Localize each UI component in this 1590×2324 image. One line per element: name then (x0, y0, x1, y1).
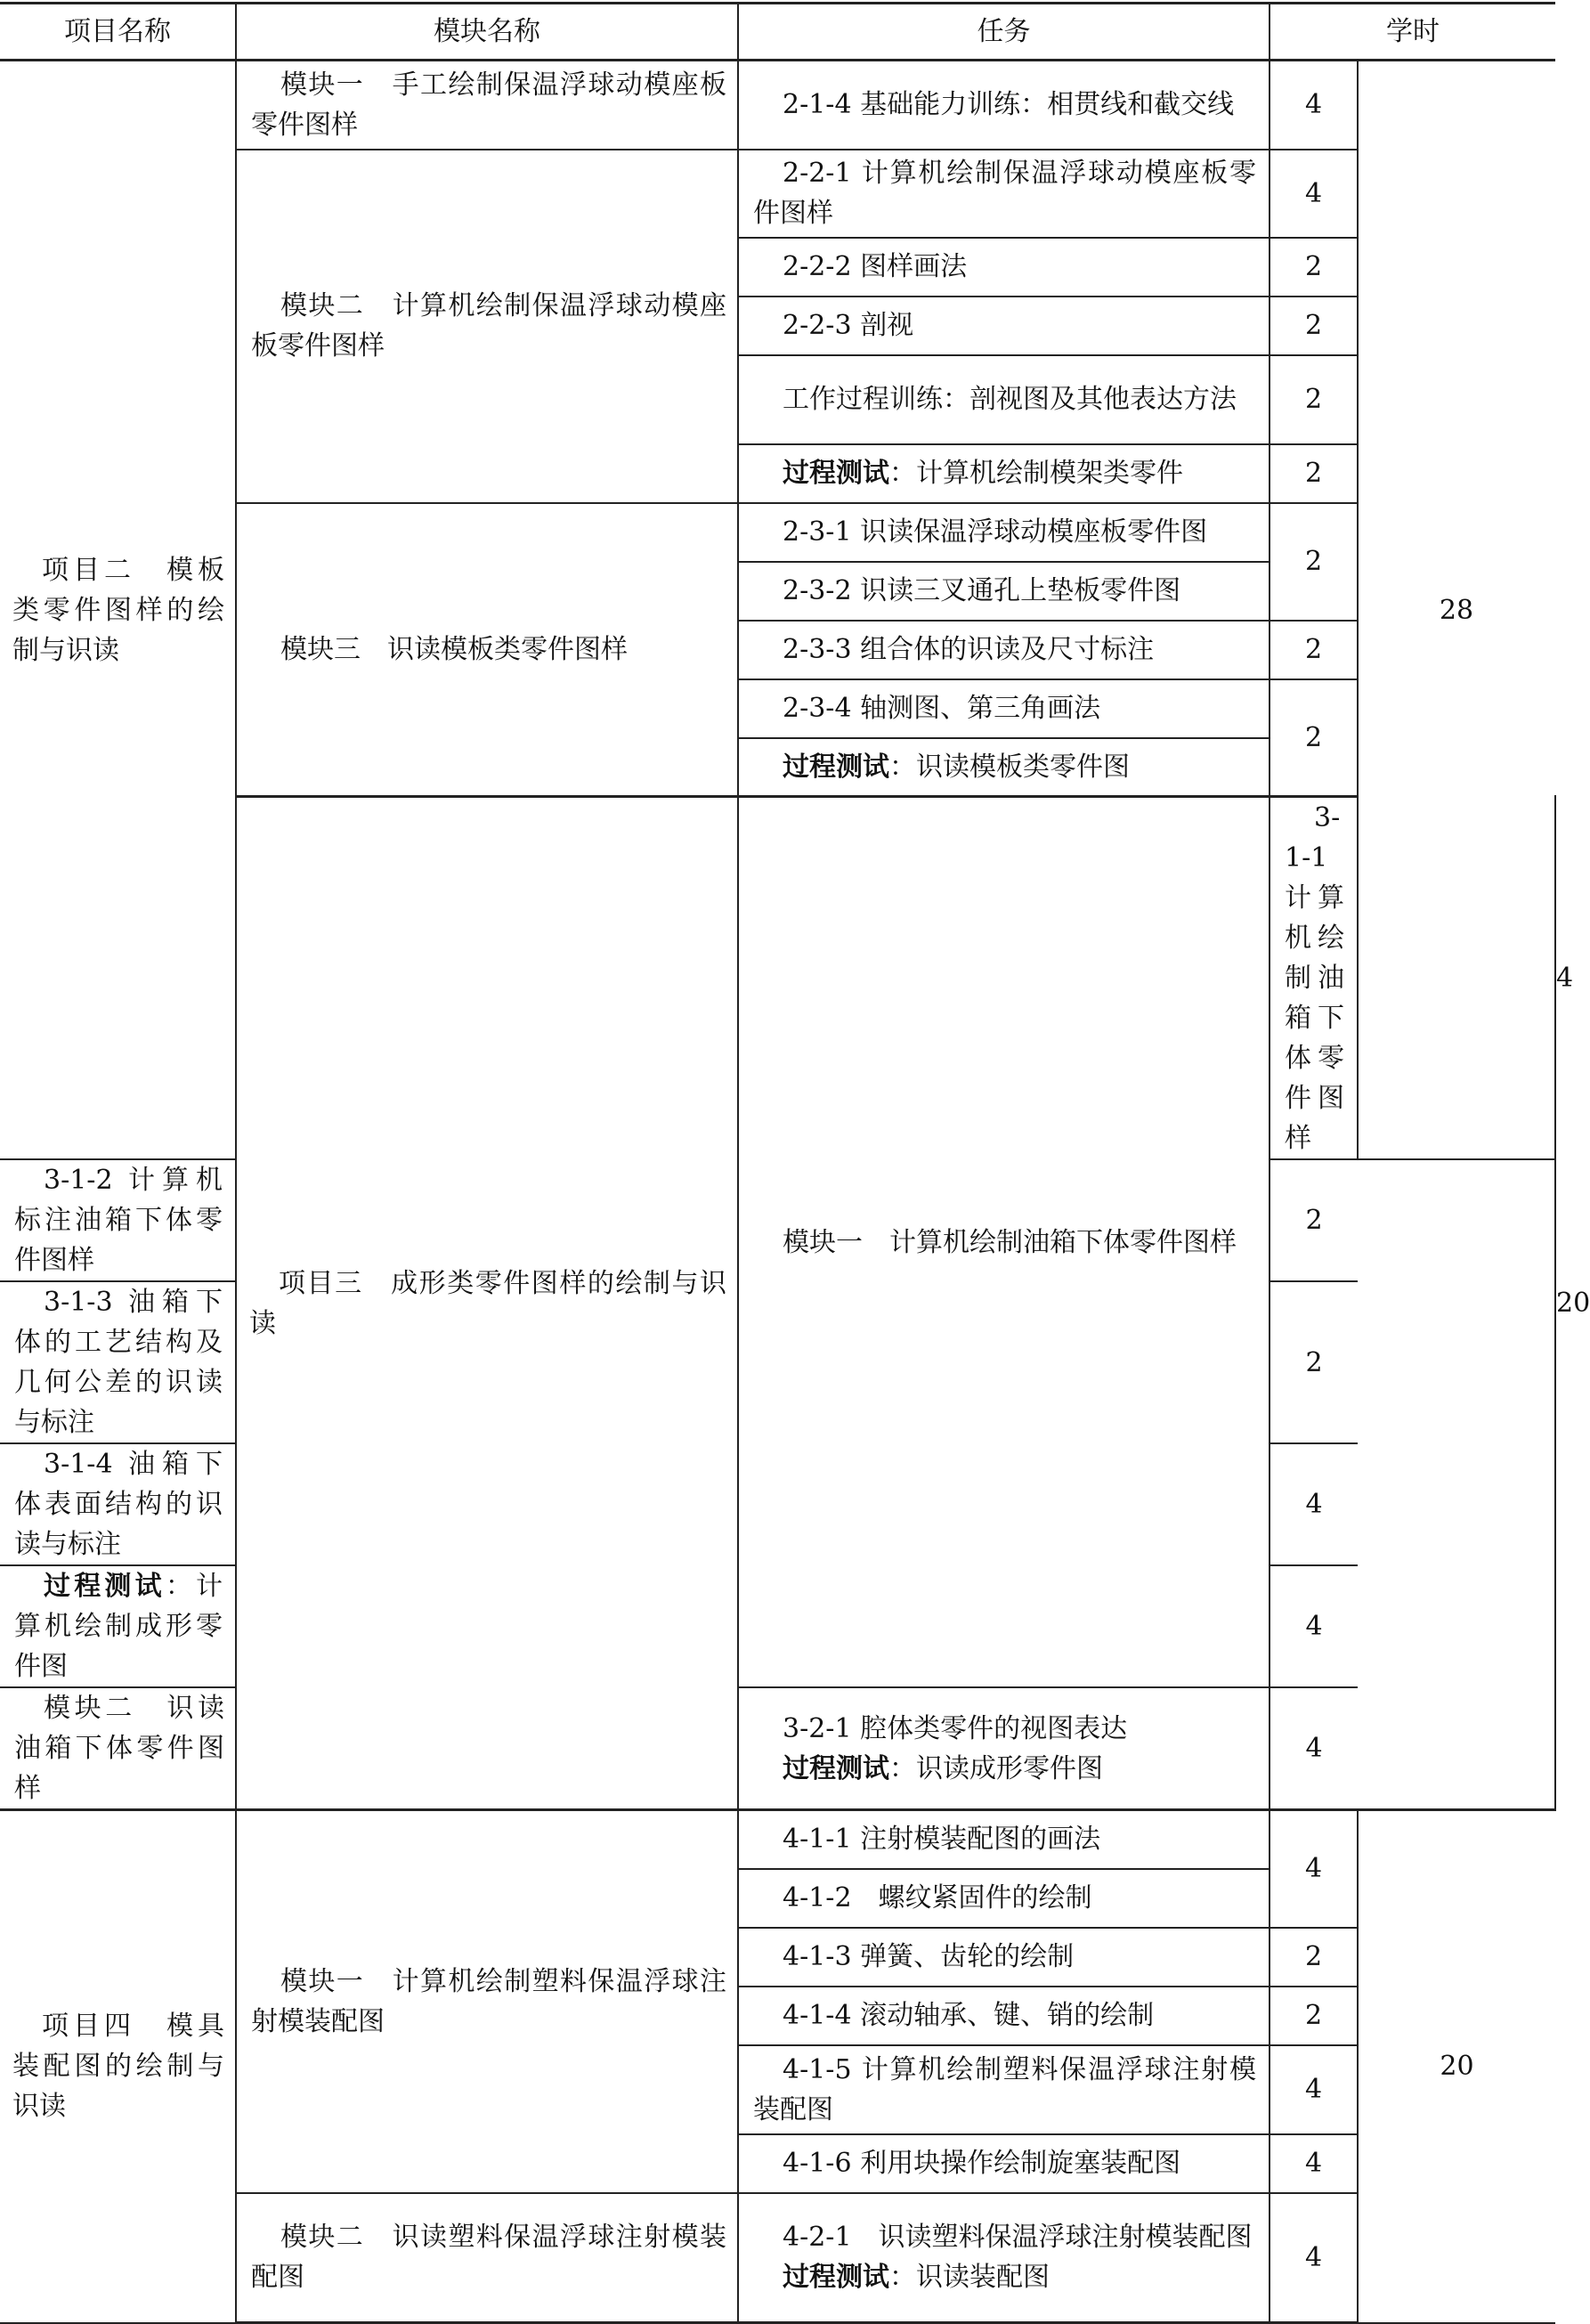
module-name: 模块三 识读模板类零件图样 (236, 503, 738, 797)
hours-cell: 2 (1270, 621, 1358, 679)
module-name: 模块二 计算机绘制保温浮球动模座板零件图样 (236, 150, 738, 503)
task-cell: 2-3-1 识读保温浮球动模座板零件图 (738, 503, 1270, 562)
project-total-hours: 28 (1358, 61, 1555, 1160)
task-cell: 4-1-4 滚动轴承、键、销的绘制 (738, 1987, 1270, 2045)
curriculum-table (0, 2, 1590, 2324)
header-row (0, 4, 1555, 61)
task-cell: 2-1-4 基础能力训练：相贯线和截交线 (738, 61, 1270, 150)
project-total-hours: 20 (1358, 1810, 1555, 2323)
process-test-label: 过程测试 (44, 1571, 166, 1602)
task-cell: 4-1-1 注射模装配图的画法 (738, 1810, 1270, 1869)
process-test-label: 过程测试 (783, 1752, 889, 1784)
task-cell: 3-2-1 腔体类零件的视图表达 过程测试：识读成形零件图 (738, 1687, 1270, 1810)
hours-cell: 4 (1270, 1687, 1358, 1810)
hours-cell: 4 (1270, 1810, 1358, 1928)
task-cell: 过程测试：计算机绘制模架类零件 (738, 444, 1270, 503)
module-name: 模块二 识读油箱下体零件图样 (0, 1687, 236, 1810)
process-test-label: 过程测试 (783, 2262, 889, 2294)
task-cell: 4-1-6 利用块操作绘制旋塞装配图 (738, 2134, 1270, 2193)
hours-cell: 4 (1270, 1565, 1358, 1687)
task-cell: 3-1-2 计算机标注油箱下体零件图样 (0, 1159, 236, 1281)
task-cell: 2-3-3 组合体的识读及尺寸标注 (738, 621, 1270, 679)
hours-cell: 4 (1270, 2045, 1358, 2134)
hours-cell: 2 (1270, 503, 1358, 621)
table-row: 项目三 成形类零件图样的绘制与识读 模块一 计算机绘制油箱下体零件图样 3-1-1 计算机绘制油箱下体零件图样 4 20 (0, 797, 1555, 1160)
table-row (0, 1810, 1555, 1869)
task-cell: 3-1-1 计算机绘制油箱下体零件图样 (1270, 797, 1358, 1160)
hours-cell: 2 (1270, 1281, 1358, 1443)
task-cell: 3-1-4 油箱下体表面结构的识读与标注 (0, 1443, 236, 1565)
task-cell: 2-3-2 识读三叉通孔上垫板零件图 (738, 562, 1270, 621)
hours-cell: 4 (1270, 1443, 1358, 1565)
hours-cell: 2 (1270, 355, 1358, 444)
module-name: 模块一 计算机绘制塑料保温浮球注射模装配图 (236, 1810, 738, 2193)
module-name: 模块二 识读塑料保温浮球注射模装配图 (236, 2193, 738, 2323)
project-name: 项目四 模具装配图的绘制与识读 (0, 1810, 236, 2323)
task-cell: 过程测试：识读模板类零件图 (738, 738, 1270, 797)
task-cell: 4-1-2 螺纹紧固件的绘制 (738, 1869, 1270, 1928)
task-cell: 4-1-5 计算机绘制塑料保温浮球注射模装配图 (738, 2045, 1270, 2134)
task-cell: 4-2-1 识读塑料保温浮球注射模装配图 过程测试：识读装配图 (738, 2193, 1270, 2323)
table-row (0, 61, 1555, 150)
hours-cell: 2 (1270, 1928, 1358, 1987)
task-cell: 工作过程训练：剖视图及其他表达方法 (738, 355, 1270, 444)
hours-cell: 2 (1270, 297, 1358, 355)
task-cell: 4-1-3 弹簧、齿轮的绘制 (738, 1928, 1270, 1987)
header-task: 任务 (738, 4, 1270, 61)
task-cell: 2-2-2 图样画法 (738, 238, 1270, 297)
header-hours: 学时 (1270, 4, 1555, 61)
header-module: 模块名称 (236, 4, 738, 61)
module-name: 模块一 手工绘制保温浮球动模座板零件图样 (236, 61, 738, 150)
task-cell: 过程测试：计算机绘制成形零件图 (0, 1565, 236, 1687)
task-cell: 2-3-4 轴测图、第三角画法 (738, 679, 1270, 738)
hours-cell: 4 (1270, 2193, 1358, 2323)
hours-cell: 2 (1270, 238, 1358, 297)
hours-cell: 2 (1270, 1987, 1358, 2045)
table-row (0, 1687, 1555, 1810)
task-cell: 2-2-3 剖视 (738, 297, 1270, 355)
project-name: 项目三 成形类零件图样的绘制与识读 (236, 797, 738, 1810)
process-test-label: 过程测试 (783, 751, 889, 783)
hours-cell: 4 (1270, 61, 1358, 150)
hours-cell: 2 (1270, 679, 1358, 797)
header-project: 项目名称 (0, 4, 236, 61)
task-cell: 3-1-3 油箱下体的工艺结构及几何公差的识读与标注 (0, 1281, 236, 1443)
hours-cell: 4 (1270, 2134, 1358, 2193)
task-cell: 2-2-1 计算机绘制保温浮球动模座板零件图样 (738, 150, 1270, 238)
hours-cell: 4 (1270, 150, 1358, 238)
hours-cell: 2 (1270, 444, 1358, 503)
project-name: 项目二 模板类零件图样的绘制与识读 (0, 61, 236, 1160)
hours-cell: 2 (1270, 1159, 1358, 1281)
module-name: 模块一 计算机绘制油箱下体零件图样 (738, 797, 1270, 1688)
process-test-label: 过程测试 (783, 458, 889, 489)
